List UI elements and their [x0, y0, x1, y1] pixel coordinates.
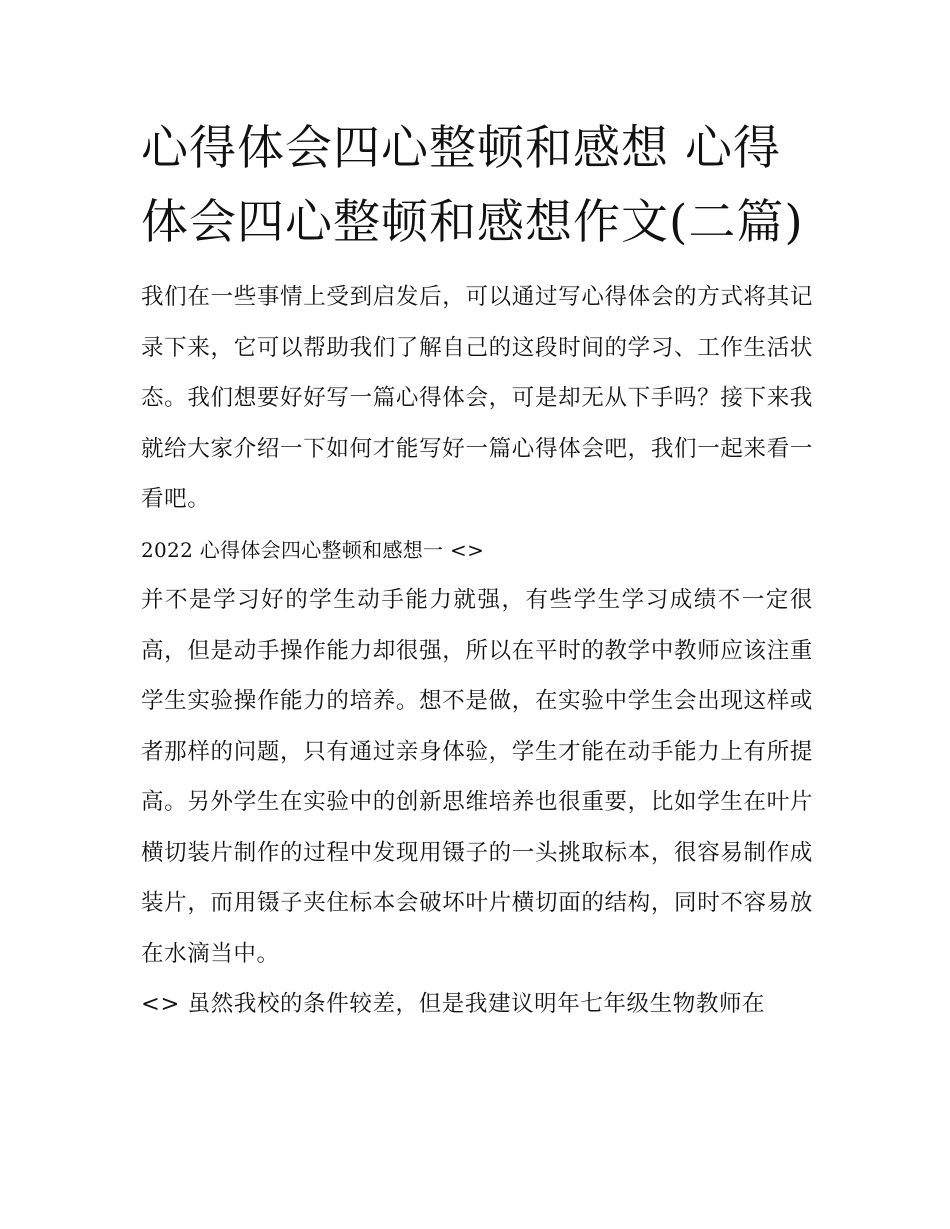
body-paragraph: 并不是学习好的学生动手能力就强，有些学生学习成绩不一定很高，但是动手操作能力却很强，所以在平时的教学中教师应该注重学生实验操作能力的培养。想不是做，在实验中学生会出现这样或者那样的问题，只有通过亲身体验，学生才能在动手能力上有所提高。另外学生在实验中的创新思维培养也很重要，比如学生在叶片横切装片制作的过程中发现用镊子的一头挑取标本，很容易制作成装片，而用镊子夹住标本会破坏叶片横切面的结构，同时不容易放在水滴当中。	[141, 587, 813, 967]
document-title: 心得体会四心整顿和感想 心得体会四心整顿和感想作文(二篇)	[141, 121, 804, 250]
continuation-line: <> 虽然我校的条件较差，但是我建议明年七年级生物教师在	[141, 991, 766, 1017]
document-page	[141, 112, 813, 1030]
intro-paragraph: 我们在一些事情上受到启发后，可以通过写心得体会的方式将其记录下来，它可以帮助我们了解自己的这段时间的学习、工作生活状态。我们想要好好写一篇心得体会，可是却无从下手吗？接下来我就给大家介绍一下如何才能写好一篇心得体会吧，我们一起来看一看吧。	[141, 284, 813, 512]
section-heading: 2022 心得体会四心整顿和感想一 <>	[141, 537, 485, 562]
